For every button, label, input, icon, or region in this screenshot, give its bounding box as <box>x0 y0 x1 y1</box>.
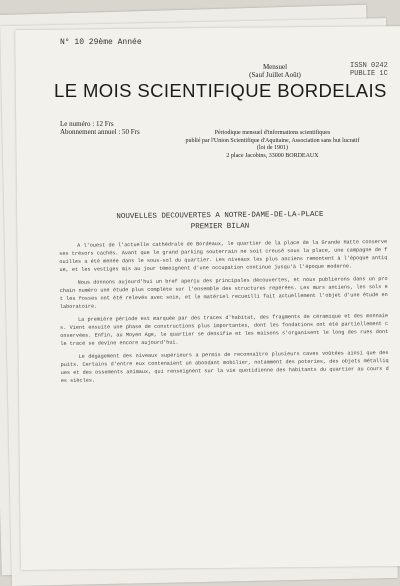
periodicity-line: (Sauf Juillet Août) <box>249 71 301 79</box>
issn-stamp <box>350 62 388 78</box>
article-subtitle: PREMIER BILAN <box>190 222 250 232</box>
issn-line: PUBLIE 1C <box>350 70 388 78</box>
article-paragraph: Le dégagement des niveaux supérieurs a permis de reconnaître plusieurs caves voûtées ainsi que des puits. Certains d'entre eux contenaient un abondant mobilier, notamment des poteries, des objets métalliques et des ossements animaux, qui renseignent sur la vie quotidienne des habitants du quartier au cours des siècles. <box>60 349 389 384</box>
article-body <box>59 238 389 390</box>
article-paragraph: Nous donnons aujourd'hui un bref aperçu des principales découvertes, et nous publierons dans un prochain numéro une étude plus complète sur l'ensemble des structures repérées. Les murs anciens, les sols et les fosses ont été relevés avec soin, et le matériel recueilli fait actuellement l'objet d'une étude en laboratoire. <box>59 275 388 311</box>
subscription-line: Abonnement annuel : 50 Frs <box>60 128 140 136</box>
issn-line: ISSN 0242 <box>350 62 388 70</box>
publisher-line: publié par l'Union Scientifique d'Aquitaine, Association sans but lucratif (loi de 1901) <box>185 137 360 151</box>
publisher-info <box>185 130 360 160</box>
periodicity-line: Mensuel <box>262 63 288 71</box>
price-line: Le numéro : 12 Frs <box>60 120 114 128</box>
publisher-address: 2 place Jacobins, 33000 BORDEAUX <box>226 152 319 159</box>
masthead-title: LE MOIS SCIENTIFIQUE BORDELAIS <box>54 80 387 101</box>
article-title <box>60 209 380 234</box>
article-paragraph: A l'ouest de l'actuelle cathédrale de Bordeaux, le quartier de la place de la Grande Hatte conserve ses trésors cachés. Avant que le grand parking souterrain ne soit creusé sous la place, une campagne de fouilles a été menée dans le sous-sol du quartier. Les niveaux les plus anciens remontent à l'époque antique, et les vestiges mis au jour témoignent d'une occupation continue jusqu'à l'époque moderne. <box>59 239 388 274</box>
periodicity <box>220 63 330 79</box>
article-title-line: NOUVELLES DECOUVERTES A NOTRE-DAME-DE-LA-PLACE <box>116 210 324 222</box>
issue-line: N° 10 29ème Année <box>60 38 142 47</box>
price-info <box>60 120 140 136</box>
article-paragraph: La première période est marquée par des traces d'habitat, des fragments de céramique et des monnaies. Vient ensuite une phase de constructions plus importantes, dont les fondations ont été partiellement conservées. Enfin, au Moyen Age, le quartier se densifie et les maisons s'organisent le long des rues dont le tracé se devine encore aujourd'hui. <box>60 312 389 348</box>
publisher-line: Périodique mensuel d'informations scientifiques <box>214 130 331 136</box>
